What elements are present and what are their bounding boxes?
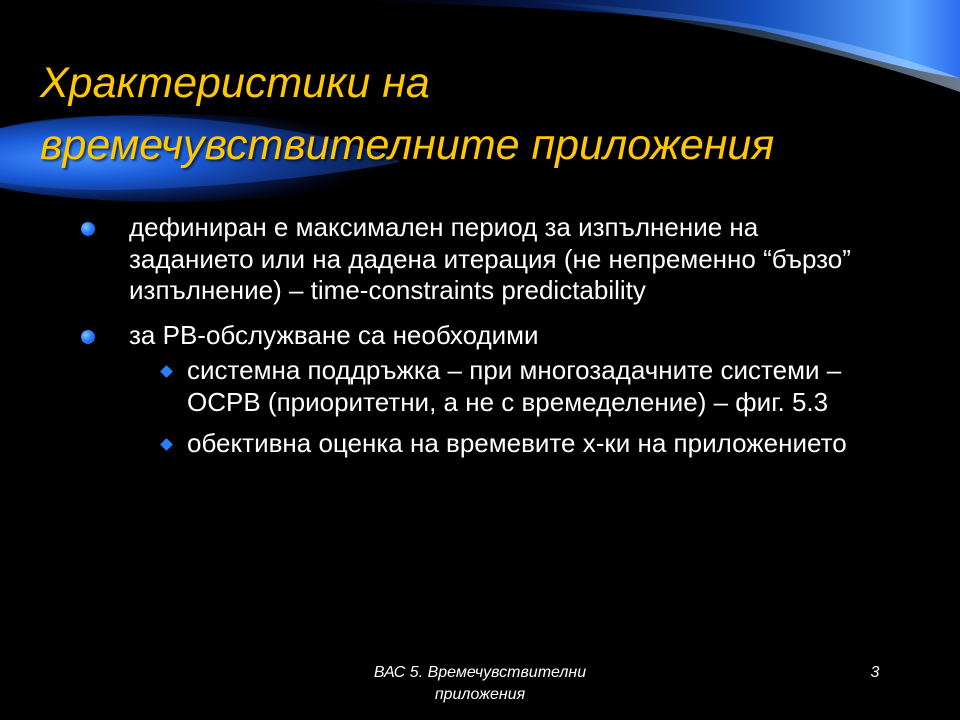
footer-line-1: ВАС 5. Времечувствителни — [373, 664, 587, 681]
blue-round-bullet-icon — [81, 330, 95, 344]
page-number: 3 — [870, 664, 880, 681]
sub-bullet-text: обективна оценка на времевите х-ки на приложението — [187, 428, 847, 458]
sub-bullet-item — [0, 355, 867, 418]
title-line-1: Храктеристики на — [40, 59, 430, 107]
footer-line-2: приложения — [434, 686, 526, 703]
bullet-text: дефиниран е максимален период за изпълнение на заданието или на дадена итерация (не непременно “бързо” изпълнение) – time-constraints predictability — [129, 212, 851, 305]
blue-diamond-bullet-icon — [160, 365, 173, 378]
sub-bullet-text: системна поддръжка – при многозадачните системи – ОСРВ (приоритетни, а не с времеделение) – фиг. 5.3 — [187, 355, 842, 417]
slide-title — [40, 52, 920, 176]
bullet-item — [0, 212, 889, 307]
blue-round-bullet-icon — [81, 222, 95, 236]
bullet-list — [0, 212, 960, 473]
bullet-item — [0, 320, 889, 460]
sub-bullet-list — [129, 355, 889, 460]
bullet-text: за РВ-обслужване са необходими — [129, 319, 539, 350]
sub-bullet-item — [0, 428, 867, 460]
title-line-2: времечувствителните приложения — [40, 121, 775, 169]
slide-footer — [330, 662, 630, 706]
blue-diamond-bullet-icon — [160, 438, 173, 451]
